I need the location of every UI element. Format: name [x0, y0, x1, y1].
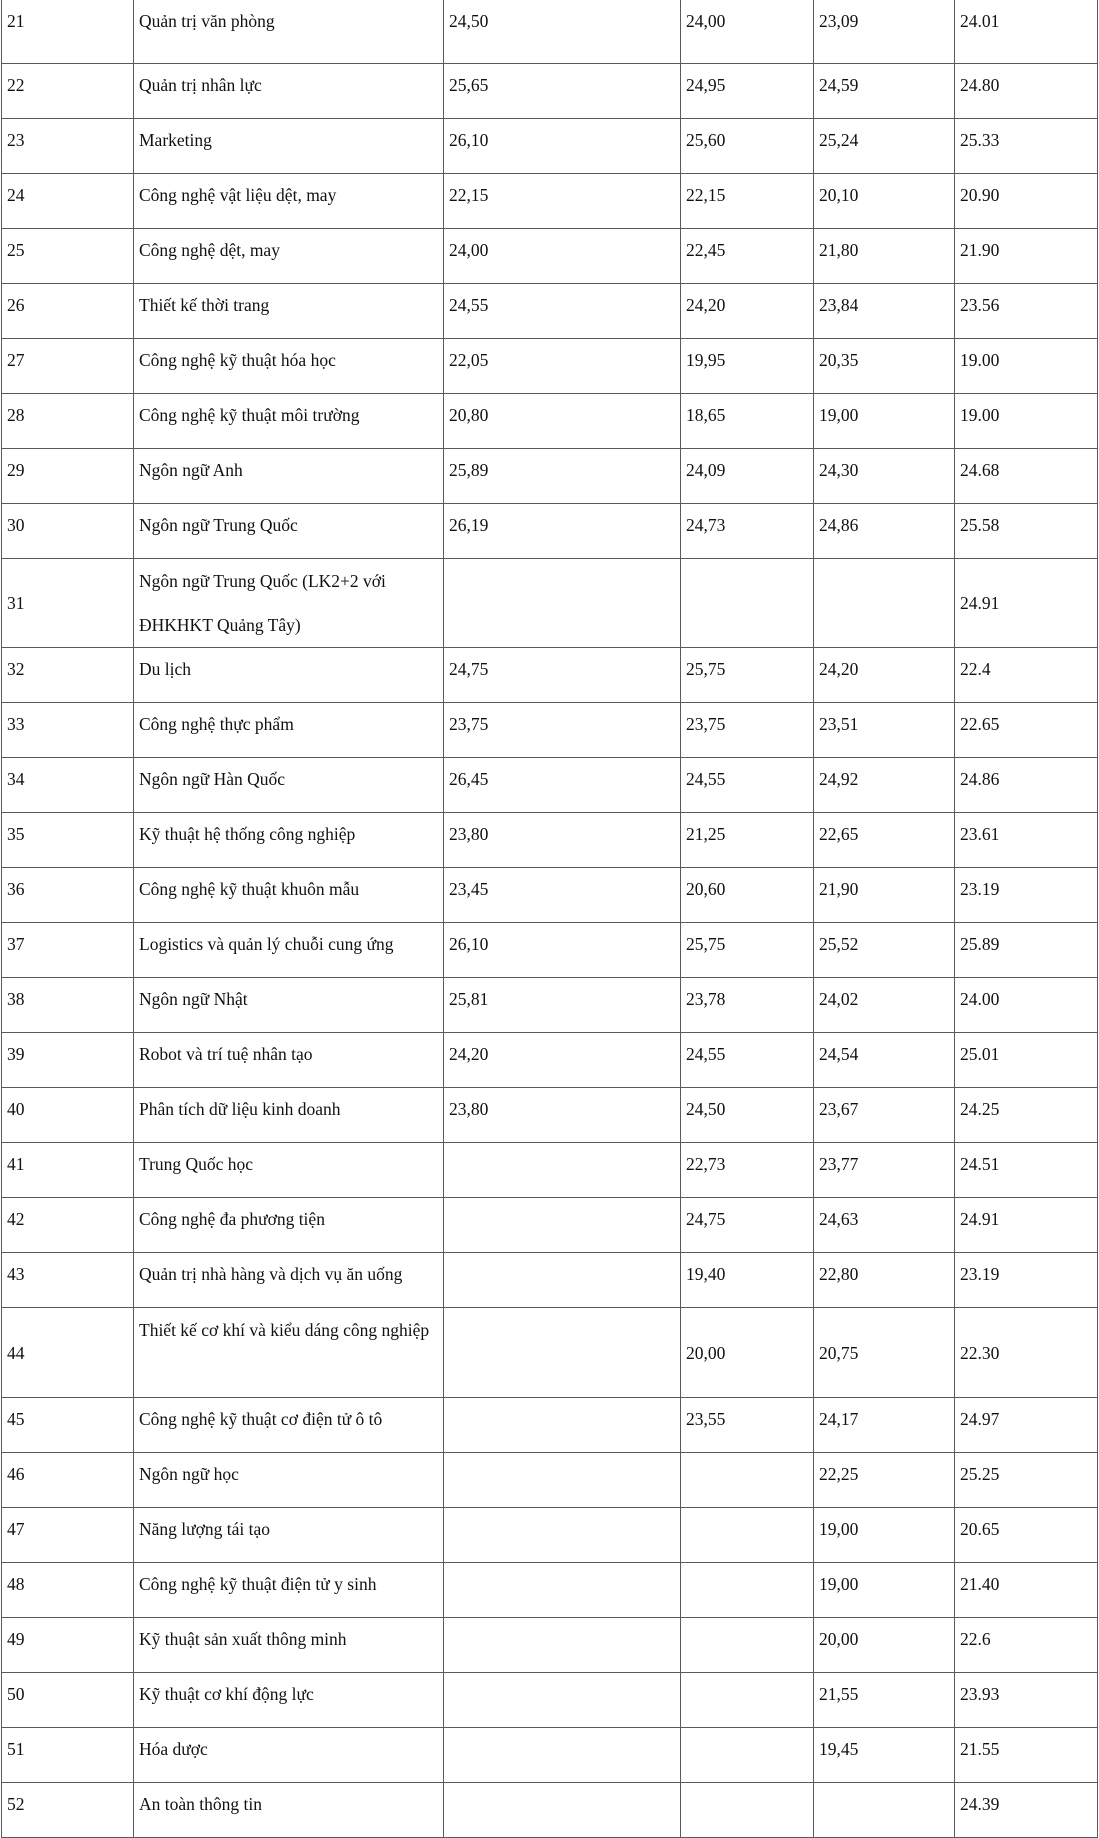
score-year1-cell: 23,45 [444, 868, 681, 923]
score-year4-cell: 22.65 [955, 703, 1098, 758]
score-year1-cell [444, 1618, 681, 1673]
score-year3-cell: 23,77 [814, 1143, 955, 1198]
stt-cell: 32 [2, 648, 134, 703]
score-year2-cell [681, 1783, 814, 1838]
score-year3-cell: 25,52 [814, 923, 955, 978]
score-year1-cell [444, 1508, 681, 1563]
score-year2-cell [681, 559, 814, 648]
program-name-cell: Thiết kế cơ khí và kiểu dáng công nghiệp [134, 1308, 444, 1398]
score-year3-cell: 19,00 [814, 1508, 955, 1563]
program-name-cell: Marketing [134, 119, 444, 174]
table-row [2, 1453, 1098, 1508]
score-year4-cell: 22.6 [955, 1618, 1098, 1673]
table-row [2, 174, 1098, 229]
score-year1-cell: 23,80 [444, 813, 681, 868]
score-year1-cell: 20,80 [444, 394, 681, 449]
score-year2-cell [681, 1673, 814, 1728]
table-row [2, 1563, 1098, 1618]
score-year4-cell: 21.55 [955, 1728, 1098, 1783]
score-year3-cell: 20,00 [814, 1618, 955, 1673]
stt-cell: 33 [2, 703, 134, 758]
score-year1-cell: 24,75 [444, 648, 681, 703]
score-year4-cell: 23.56 [955, 284, 1098, 339]
stt-cell: 49 [2, 1618, 134, 1673]
table-row [2, 1783, 1098, 1838]
score-year4-cell: 23.19 [955, 868, 1098, 923]
stt-cell: 27 [2, 339, 134, 394]
program-name-cell: Công nghệ kỹ thuật khuôn mẫu [134, 868, 444, 923]
score-year3-cell: 21,80 [814, 229, 955, 284]
stt-cell: 25 [2, 229, 134, 284]
stt-cell: 26 [2, 284, 134, 339]
program-name-cell: Du lịch [134, 648, 444, 703]
score-year4-cell: 21.40 [955, 1563, 1098, 1618]
table-row [2, 394, 1098, 449]
program-name-cell: Công nghệ dệt, may [134, 229, 444, 284]
score-year2-cell [681, 1453, 814, 1508]
stt-cell: 29 [2, 449, 134, 504]
score-year3-cell: 20,75 [814, 1308, 955, 1398]
table-row [2, 813, 1098, 868]
score-year4-cell: 24.86 [955, 758, 1098, 813]
score-year2-cell: 24,50 [681, 1088, 814, 1143]
program-name-cell: Quản trị nhà hàng và dịch vụ ăn uống [134, 1253, 444, 1308]
stt-cell: 47 [2, 1508, 134, 1563]
stt-cell: 22 [2, 64, 134, 119]
score-year3-cell: 24,17 [814, 1398, 955, 1453]
score-year3-cell: 23,51 [814, 703, 955, 758]
score-year1-cell: 25,81 [444, 978, 681, 1033]
table-row [2, 703, 1098, 758]
score-year2-cell [681, 1563, 814, 1618]
stt-cell: 42 [2, 1198, 134, 1253]
score-year1-cell [444, 1198, 681, 1253]
score-year4-cell: 24.51 [955, 1143, 1098, 1198]
program-name-cell: An toàn thông tin [134, 1783, 444, 1838]
score-year4-cell: 24.39 [955, 1783, 1098, 1838]
score-year4-cell: 24.97 [955, 1398, 1098, 1453]
stt-cell: 30 [2, 504, 134, 559]
admission-score-table [1, 0, 1098, 1838]
score-year1-cell [444, 1308, 681, 1398]
table-row [2, 284, 1098, 339]
score-year1-cell: 22,15 [444, 174, 681, 229]
program-name-cell: Ngôn ngữ Hàn Quốc [134, 758, 444, 813]
score-year2-cell [681, 1618, 814, 1673]
program-name-cell: Phân tích dữ liệu kinh doanh [134, 1088, 444, 1143]
score-table-body [2, 0, 1098, 1838]
score-year4-cell: 24.91 [955, 559, 1098, 648]
score-year4-cell: 24.68 [955, 449, 1098, 504]
program-name-cell: Kỹ thuật cơ khí động lực [134, 1673, 444, 1728]
score-year2-cell: 24,55 [681, 758, 814, 813]
score-year4-cell: 20.90 [955, 174, 1098, 229]
score-year3-cell: 23,67 [814, 1088, 955, 1143]
table-row [2, 339, 1098, 394]
program-name-cell: Công nghệ kỹ thuật môi trường [134, 394, 444, 449]
score-year1-cell [444, 1253, 681, 1308]
stt-cell: 41 [2, 1143, 134, 1198]
program-name-cell: Công nghệ vật liệu dệt, may [134, 174, 444, 229]
score-year3-cell: 23,09 [814, 0, 955, 64]
table-row [2, 1508, 1098, 1563]
score-year1-cell [444, 1563, 681, 1618]
score-year4-cell: 19.00 [955, 339, 1098, 394]
stt-cell: 36 [2, 868, 134, 923]
score-year4-cell: 22.4 [955, 648, 1098, 703]
table-row [2, 0, 1098, 64]
program-name-cell: Logistics và quản lý chuỗi cung ứng [134, 923, 444, 978]
score-year2-cell: 25,75 [681, 648, 814, 703]
program-name-cell: Kỹ thuật sản xuất thông minh [134, 1618, 444, 1673]
table-row [2, 504, 1098, 559]
program-name-cell: Ngôn ngữ Trung Quốc (LK2+2 với ĐHKHKT Quảng Tây) [134, 559, 444, 648]
score-year2-cell: 20,60 [681, 868, 814, 923]
table-row [2, 119, 1098, 174]
table-row [2, 229, 1098, 284]
score-year3-cell: 24,02 [814, 978, 955, 1033]
stt-cell: 44 [2, 1308, 134, 1398]
score-year3-cell: 24,86 [814, 504, 955, 559]
score-year3-cell [814, 559, 955, 648]
stt-cell: 31 [2, 559, 134, 648]
score-year2-cell: 18,65 [681, 394, 814, 449]
program-name-cell: Công nghệ kỹ thuật điện tử y sinh [134, 1563, 444, 1618]
score-year2-cell: 20,00 [681, 1308, 814, 1398]
program-name-cell: Năng lượng tái tạo [134, 1508, 444, 1563]
score-year4-cell: 23.61 [955, 813, 1098, 868]
table-row [2, 1088, 1098, 1143]
score-year4-cell: 22.30 [955, 1308, 1098, 1398]
score-year2-cell [681, 1508, 814, 1563]
score-year2-cell: 21,25 [681, 813, 814, 868]
table-row [2, 1198, 1098, 1253]
table-row [2, 1033, 1098, 1088]
score-year1-cell: 26,10 [444, 923, 681, 978]
score-year2-cell: 24,73 [681, 504, 814, 559]
score-year3-cell: 19,00 [814, 1563, 955, 1618]
score-year4-cell: 25.25 [955, 1453, 1098, 1508]
score-year2-cell: 24,55 [681, 1033, 814, 1088]
score-year2-cell: 22,45 [681, 229, 814, 284]
score-year2-cell: 25,60 [681, 119, 814, 174]
score-year1-cell [444, 1728, 681, 1783]
program-name-cell: Ngôn ngữ Trung Quốc [134, 504, 444, 559]
stt-cell: 40 [2, 1088, 134, 1143]
table-row [2, 1253, 1098, 1308]
stt-cell: 34 [2, 758, 134, 813]
score-year1-cell: 24,00 [444, 229, 681, 284]
score-year1-cell [444, 1673, 681, 1728]
stt-cell: 24 [2, 174, 134, 229]
score-year2-cell [681, 1728, 814, 1783]
table-row [2, 559, 1098, 648]
score-year2-cell: 24,00 [681, 0, 814, 64]
score-year3-cell: 25,24 [814, 119, 955, 174]
score-year2-cell: 23,75 [681, 703, 814, 758]
score-year3-cell: 19,00 [814, 394, 955, 449]
stt-cell: 46 [2, 1453, 134, 1508]
score-year1-cell: 25,65 [444, 64, 681, 119]
score-year4-cell: 24.80 [955, 64, 1098, 119]
stt-cell: 45 [2, 1398, 134, 1453]
table-row [2, 449, 1098, 504]
program-name-cell: Quản trị nhân lực [134, 64, 444, 119]
table-row [2, 758, 1098, 813]
score-year2-cell: 23,78 [681, 978, 814, 1033]
program-name-cell: Trung Quốc học [134, 1143, 444, 1198]
stt-cell: 51 [2, 1728, 134, 1783]
score-year3-cell: 24,59 [814, 64, 955, 119]
table-row [2, 648, 1098, 703]
score-year4-cell: 21.90 [955, 229, 1098, 284]
program-name-cell: Công nghệ thực phẩm [134, 703, 444, 758]
score-year4-cell: 24.00 [955, 978, 1098, 1033]
score-year3-cell: 22,80 [814, 1253, 955, 1308]
score-year3-cell: 24,63 [814, 1198, 955, 1253]
score-year2-cell: 22,15 [681, 174, 814, 229]
score-year4-cell: 19.00 [955, 394, 1098, 449]
program-name-cell: Kỹ thuật hệ thống công nghiệp [134, 813, 444, 868]
program-name-cell: Công nghệ kỹ thuật hóa học [134, 339, 444, 394]
stt-cell: 28 [2, 394, 134, 449]
score-year1-cell: 26,10 [444, 119, 681, 174]
table-row [2, 1728, 1098, 1783]
score-year2-cell: 19,95 [681, 339, 814, 394]
score-year2-cell: 24,20 [681, 284, 814, 339]
score-year3-cell: 24,30 [814, 449, 955, 504]
table-row [2, 923, 1098, 978]
table-row [2, 1398, 1098, 1453]
stt-cell: 50 [2, 1673, 134, 1728]
score-year1-cell [444, 1453, 681, 1508]
program-name-cell: Robot và trí tuệ nhân tạo [134, 1033, 444, 1088]
score-year4-cell: 25.58 [955, 504, 1098, 559]
score-year3-cell: 21,90 [814, 868, 955, 923]
score-year2-cell: 25,75 [681, 923, 814, 978]
program-name-cell: Công nghệ đa phương tiện [134, 1198, 444, 1253]
score-year4-cell: 24.25 [955, 1088, 1098, 1143]
score-year3-cell: 19,45 [814, 1728, 955, 1783]
program-name-cell: Ngôn ngữ Nhật [134, 978, 444, 1033]
table-row [2, 1143, 1098, 1198]
score-year1-cell: 24,55 [444, 284, 681, 339]
stt-cell: 21 [2, 0, 134, 64]
score-year1-cell: 23,80 [444, 1088, 681, 1143]
stt-cell: 23 [2, 119, 134, 174]
score-year1-cell: 26,45 [444, 758, 681, 813]
score-year1-cell: 25,89 [444, 449, 681, 504]
score-year2-cell: 19,40 [681, 1253, 814, 1308]
program-name-cell: Hóa dược [134, 1728, 444, 1783]
score-year2-cell: 24,75 [681, 1198, 814, 1253]
program-name-cell: Ngôn ngữ học [134, 1453, 444, 1508]
score-year1-cell [444, 559, 681, 648]
score-year1-cell [444, 1783, 681, 1838]
stt-cell: 35 [2, 813, 134, 868]
score-year3-cell: 20,10 [814, 174, 955, 229]
program-name-cell: Ngôn ngữ Anh [134, 449, 444, 504]
score-year1-cell: 26,19 [444, 504, 681, 559]
program-name-cell: Thiết kế thời trang [134, 284, 444, 339]
score-year1-cell [444, 1398, 681, 1453]
score-year1-cell: 24,50 [444, 0, 681, 64]
score-year3-cell: 22,65 [814, 813, 955, 868]
table-row [2, 1673, 1098, 1728]
score-year4-cell: 25.33 [955, 119, 1098, 174]
score-year1-cell [444, 1143, 681, 1198]
score-year4-cell: 25.01 [955, 1033, 1098, 1088]
score-year3-cell: 23,84 [814, 284, 955, 339]
score-year1-cell: 23,75 [444, 703, 681, 758]
score-year4-cell: 23.19 [955, 1253, 1098, 1308]
table-row [2, 1308, 1098, 1398]
stt-cell: 48 [2, 1563, 134, 1618]
score-year3-cell: 22,25 [814, 1453, 955, 1508]
table-row [2, 978, 1098, 1033]
stt-cell: 38 [2, 978, 134, 1033]
table-row [2, 1618, 1098, 1673]
table-row [2, 64, 1098, 119]
score-year4-cell: 24.91 [955, 1198, 1098, 1253]
score-year1-cell: 22,05 [444, 339, 681, 394]
program-name-cell: Công nghệ kỹ thuật cơ điện tử ô tô [134, 1398, 444, 1453]
score-year2-cell: 22,73 [681, 1143, 814, 1198]
score-year3-cell [814, 1783, 955, 1838]
score-year3-cell: 20,35 [814, 339, 955, 394]
score-year4-cell: 23.93 [955, 1673, 1098, 1728]
stt-cell: 37 [2, 923, 134, 978]
stt-cell: 43 [2, 1253, 134, 1308]
score-year3-cell: 24,20 [814, 648, 955, 703]
program-name-cell: Quản trị văn phòng [134, 0, 444, 64]
score-year2-cell: 24,09 [681, 449, 814, 504]
stt-cell: 52 [2, 1783, 134, 1838]
score-year4-cell: 24.01 [955, 0, 1098, 64]
score-year3-cell: 21,55 [814, 1673, 955, 1728]
score-year4-cell: 20.65 [955, 1508, 1098, 1563]
score-year1-cell: 24,20 [444, 1033, 681, 1088]
stt-cell: 39 [2, 1033, 134, 1088]
table-row [2, 868, 1098, 923]
score-year3-cell: 24,92 [814, 758, 955, 813]
score-year2-cell: 24,95 [681, 64, 814, 119]
score-year4-cell: 25.89 [955, 923, 1098, 978]
score-year2-cell: 23,55 [681, 1398, 814, 1453]
score-year3-cell: 24,54 [814, 1033, 955, 1088]
